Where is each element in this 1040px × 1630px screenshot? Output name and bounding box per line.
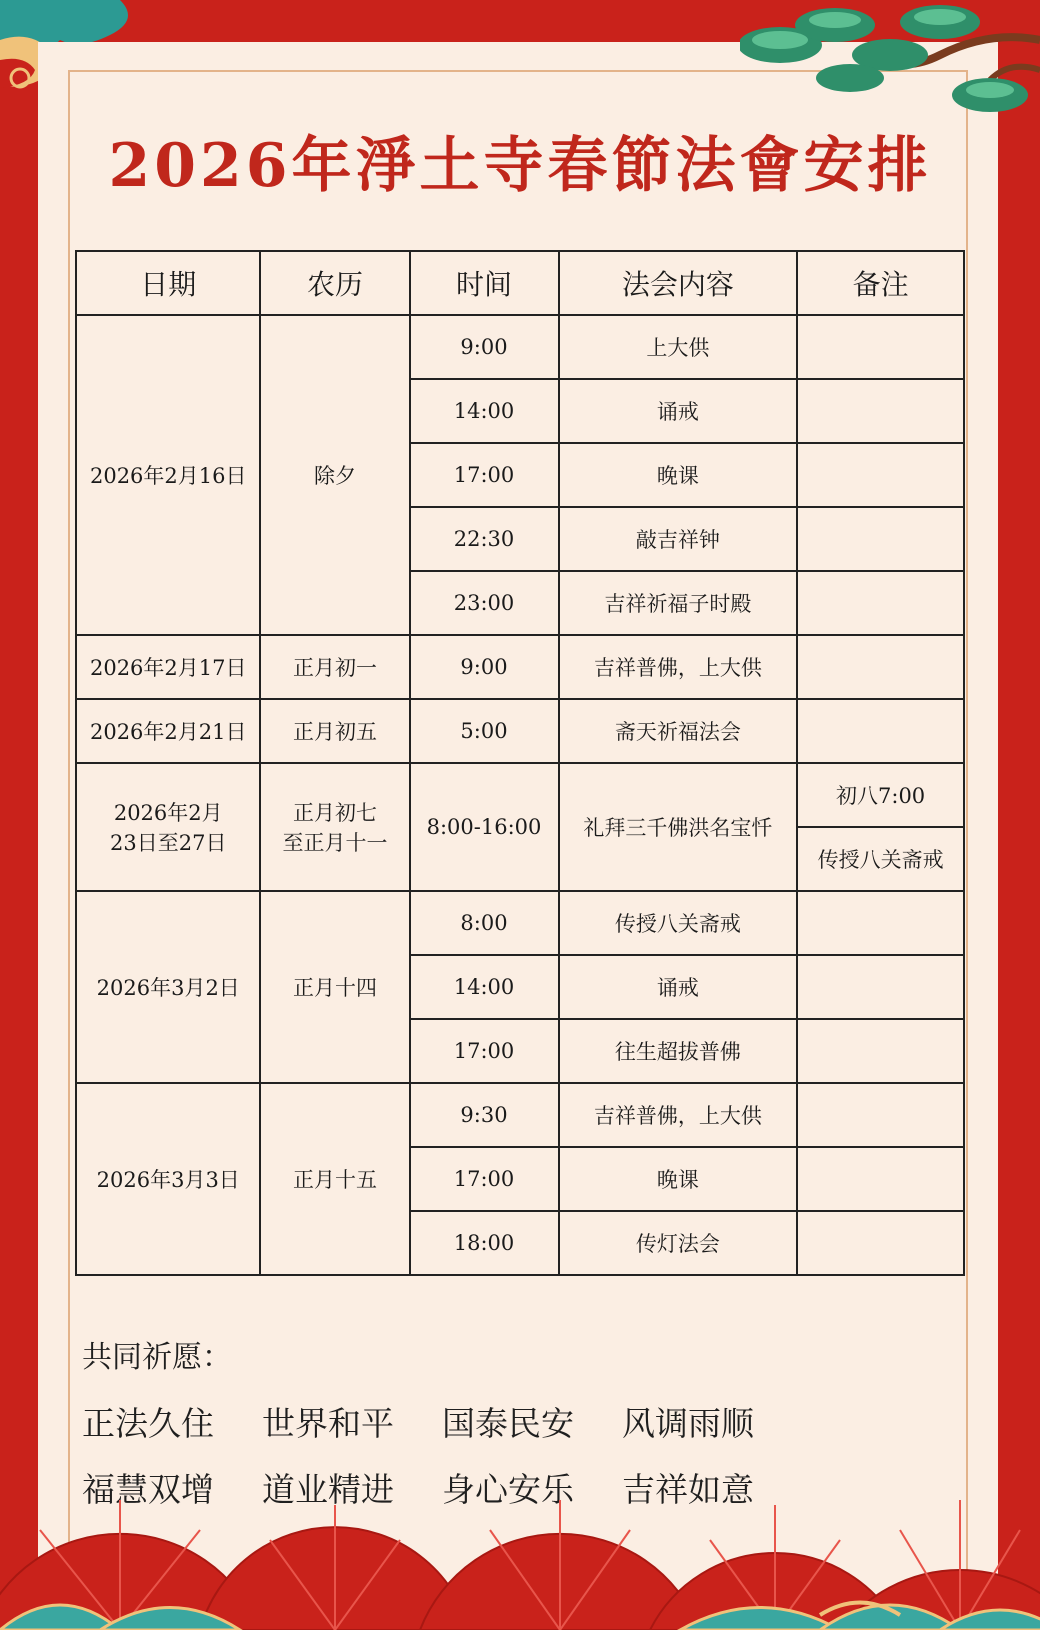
page-title: 2026年淨土寺春節法會安排: [108, 131, 932, 201]
note-cell: [797, 699, 964, 763]
date-cell: 2026年3月2日: [76, 891, 260, 1083]
time-cell: 23:00: [410, 571, 559, 635]
time-cell: 8:00: [410, 891, 559, 955]
time-cell: 8:00-16:00: [410, 763, 559, 891]
content-cell: 晚课: [559, 1147, 798, 1211]
table-row: [76, 1083, 964, 1147]
table-header-row: [76, 251, 964, 315]
date-cell: 2026年2月21日: [76, 699, 260, 763]
content-cell: 诵戒: [559, 379, 798, 443]
content-cell: 斋天祈福法会: [559, 699, 798, 763]
date-cell: 2026年2月16日: [76, 315, 260, 635]
prayer-row: [82, 1398, 802, 1445]
date-line: 2026年2月: [113, 801, 223, 825]
table-row: [76, 699, 964, 763]
time-cell: 17:00: [410, 1019, 559, 1083]
prayer-phrase: 国泰民安: [442, 1404, 574, 1443]
table-row: [76, 891, 964, 955]
table-row: [76, 763, 964, 827]
time-cell: 5:00: [410, 699, 559, 763]
content-cell: 敲吉祥钟: [559, 507, 798, 571]
note-cell: [797, 891, 964, 955]
content-cell: 上大供: [559, 315, 798, 379]
content-cell: 往生超拔普佛: [559, 1019, 798, 1083]
header-lunar: 农历: [260, 251, 409, 315]
note-cell: [797, 379, 964, 443]
note-cell: [797, 955, 964, 1019]
note-cell: [797, 443, 964, 507]
content-cell: 晚课: [559, 443, 798, 507]
prayer-phrase: 风调雨顺: [622, 1404, 754, 1443]
prayer-phrase: 身心安乐: [442, 1470, 574, 1509]
lunar-cell: 正月初一: [260, 635, 409, 699]
time-cell: 14:00: [410, 955, 559, 1019]
lunar-cell: 除夕: [260, 315, 409, 635]
time-cell: 9:00: [410, 315, 559, 379]
header-content: 法会内容: [559, 251, 798, 315]
time-cell: 22:30: [410, 507, 559, 571]
header-note: 备注: [797, 251, 964, 315]
note-cell: [797, 315, 964, 379]
time-cell: 18:00: [410, 1211, 559, 1275]
lunar-cell: [260, 763, 409, 891]
time-cell: 9:30: [410, 1083, 559, 1147]
prayer-phrase: 正法久住: [82, 1404, 214, 1443]
time-cell: 14:00: [410, 379, 559, 443]
fan-wave-decoration: [0, 1490, 1040, 1630]
time-cell: 17:00: [410, 1147, 559, 1211]
lunar-cell: 正月初五: [260, 699, 409, 763]
prayer-heading: 共同祈愿：: [82, 1340, 232, 1375]
schedule-table: [75, 250, 965, 1276]
prayer-phrase: 世界和平: [262, 1404, 394, 1443]
prayer-phrase: 道业精进: [262, 1470, 394, 1509]
lunar-cell: 正月十五: [260, 1083, 409, 1275]
date-cell: [76, 763, 260, 891]
note-cell: [797, 1083, 964, 1147]
note-cell: [797, 1019, 964, 1083]
note-cell: 传授八关斋戒: [797, 827, 964, 891]
note-cell: [797, 507, 964, 571]
note-cell: 初八7:00: [797, 763, 964, 827]
prayer-phrase: 福慧双增: [82, 1470, 214, 1509]
note-cell: [797, 571, 964, 635]
lunar-line: 至正月十一: [282, 831, 388, 855]
lunar-cell: 正月十四: [260, 891, 409, 1083]
table-row: [76, 315, 964, 379]
content-cell: 传授八关斋戒: [559, 891, 798, 955]
note-cell: [797, 1211, 964, 1275]
content-cell: 礼拜三千佛洪名宝忏: [559, 763, 798, 891]
lunar-line: 正月初七: [292, 801, 377, 825]
date-cell: 2026年3月3日: [76, 1083, 260, 1275]
content-cell: 吉祥祈福子时殿: [559, 571, 798, 635]
content-cell: 吉祥普佛，上大供: [559, 1083, 798, 1147]
header-time: 时间: [410, 251, 559, 315]
content-cell: 传灯法会: [559, 1211, 798, 1275]
date-line: 23日至27日: [110, 831, 227, 855]
pine-branch-decoration: [740, 0, 1040, 130]
time-cell: 17:00: [410, 443, 559, 507]
prayer-phrase: 吉祥如意: [622, 1470, 754, 1509]
date-cell: 2026年2月17日: [76, 635, 260, 699]
content-cell: 吉祥普佛，上大供: [559, 635, 798, 699]
time-cell: 9:00: [410, 635, 559, 699]
note-cell: [797, 1147, 964, 1211]
content-cell: 诵戒: [559, 955, 798, 1019]
header-date: 日期: [76, 251, 260, 315]
note-cell: [797, 635, 964, 699]
table-row: [76, 635, 964, 699]
